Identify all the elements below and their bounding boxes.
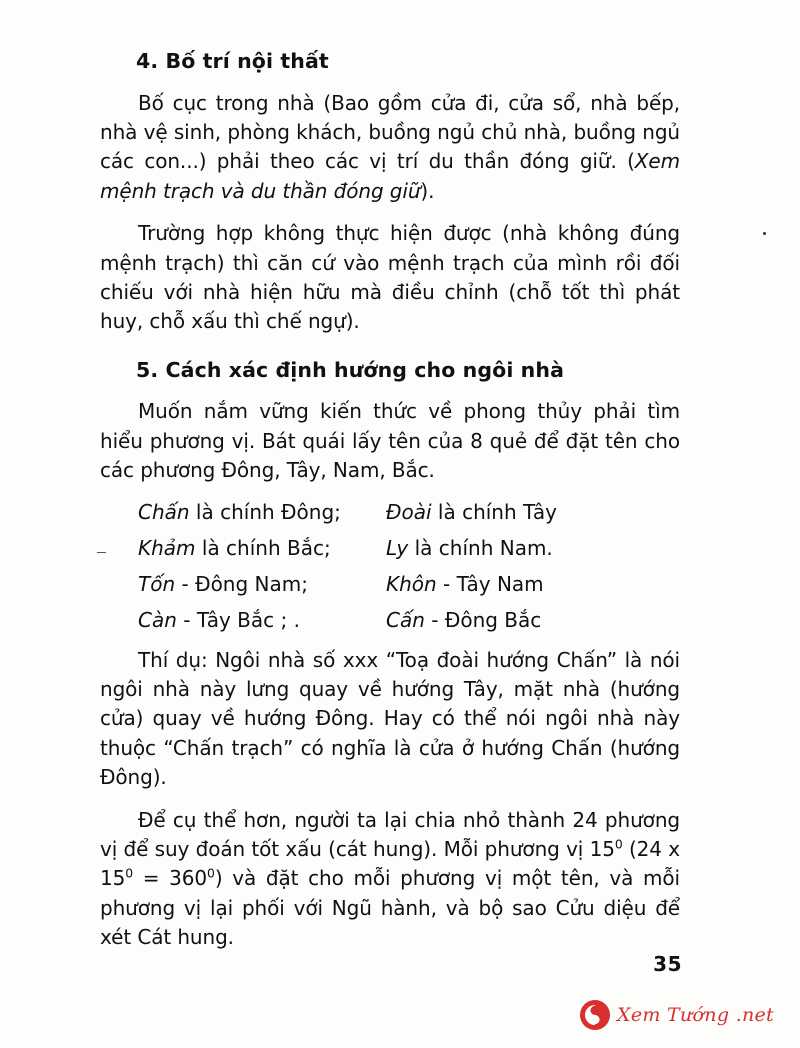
direction-cell-right: [386, 607, 542, 632]
degree-superscript-3: 0: [207, 865, 215, 881]
paragraph-3: Muốn nắm vững kiến thức về phong thủy phải tìm hiểu phương vị. Bát quái lấy tên của 8 quẻ để đặt tên cho các phương Đông, Tây, Nam, Bắc.: [100, 399, 680, 483]
direction-row: [138, 499, 680, 524]
paragraph-2: Trường hợp không thực hiện được (nhà không đúng mệnh trạch) thì căn cứ vào mệnh trạch của mình rồi đối chiếu với nhà hiện hữu mà điều chỉnh (chỗ tốt thì phát huy, chỗ xấu thì chế ngự).: [100, 221, 680, 334]
direction-name: Tốn: [138, 571, 176, 596]
paragraph-5: [100, 806, 680, 953]
direction-text: là chính Đông;: [189, 499, 341, 524]
paragraph-1-text-a: Bố cục trong nhà (Bao gồm cửa đi, cửa sổ, nhà bếp, nhà vệ sinh, phòng khách, buồng ngủ chủ nhà, buồng ngủ các con...) phải theo các vị trí du thần đóng giữ. (: [100, 90, 680, 174]
direction-name: Khảm: [138, 535, 196, 560]
direction-row: [138, 607, 680, 632]
page-content: [100, 48, 680, 965]
paragraph-4: Thí dụ: Ngôi nhà số xxx “Toạ đoài hướng Chấn” là nói ngôi nhà này lưng quay về hướng Tây, mặt nhà (hướng cửa) quay về hướng Đông. Hay có thể nói ngôi nhà này thuộc “Chấn trạch” có nghĩa là cửa ở hướng Chấn (hướng Đông).: [100, 647, 680, 790]
direction-cell-right: [386, 571, 544, 596]
margin-tick-mark: [97, 552, 106, 553]
paragraph-1: [100, 89, 680, 207]
paragraph-5-text-b: (24 x 15: [100, 836, 680, 891]
watermark: [580, 1000, 774, 1030]
direction-list: [100, 499, 680, 632]
direction-text: - Tây Bắc ; .: [176, 607, 300, 632]
direction-cell-right: [386, 499, 557, 524]
direction-name: Ly: [386, 535, 409, 560]
direction-cell-left: [138, 499, 386, 524]
yin-yang-icon: [580, 1000, 610, 1030]
direction-text: là chính Nam.: [408, 535, 553, 560]
direction-name: Cấn: [386, 607, 425, 632]
section-heading-4: 4. Bố trí nội thất: [136, 49, 329, 73]
direction-cell-left: [138, 535, 386, 560]
direction-row: [138, 535, 680, 560]
direction-cell-left: [138, 607, 386, 632]
section-heading-5: 5. Cách xác định hướng cho ngôi nhà: [136, 357, 565, 382]
direction-name: Đoài: [386, 499, 432, 524]
paragraph-1-text-b: ).: [420, 178, 435, 203]
paragraph-5-text-d: ) và đặt cho mỗi phương vị một tên, và mỗi phương vị lại phối với Ngũ hành, và bộ sao Cửu diệu để xét Cát hung.: [100, 866, 680, 950]
margin-dot-mark: [763, 232, 766, 235]
direction-name: Khôn: [386, 571, 437, 596]
direction-cell-left: [138, 571, 386, 596]
paragraph-1-italic: Xem mệnh trạch và du thần đóng giữ: [100, 149, 680, 203]
direction-text: là chính Bắc;: [195, 535, 331, 560]
direction-row: [138, 571, 680, 596]
watermark-text: Xem Tướng .net: [617, 1004, 774, 1026]
page-number: 35: [653, 952, 682, 976]
degree-superscript-2: 0: [125, 865, 134, 881]
paragraph-5-text-a: Để cụ thể hơn, người ta lại chia nhỏ thành 24 phương vị để suy đoán tốt xấu (cát hung). Mỗi phương vị 15: [100, 807, 680, 861]
direction-name: Chấn: [138, 499, 190, 524]
direction-text: - Đông Bắc: [424, 607, 542, 632]
direction-text: - Đông Nam;: [175, 571, 308, 596]
paragraph-5-text-c: = 360: [133, 866, 208, 891]
direction-cell-right: [386, 535, 553, 560]
direction-text: là chính Tây: [431, 499, 557, 524]
direction-text: - Tây Nam: [436, 571, 544, 596]
degree-superscript-1: 0: [614, 836, 623, 852]
direction-name: Càn: [138, 607, 177, 632]
